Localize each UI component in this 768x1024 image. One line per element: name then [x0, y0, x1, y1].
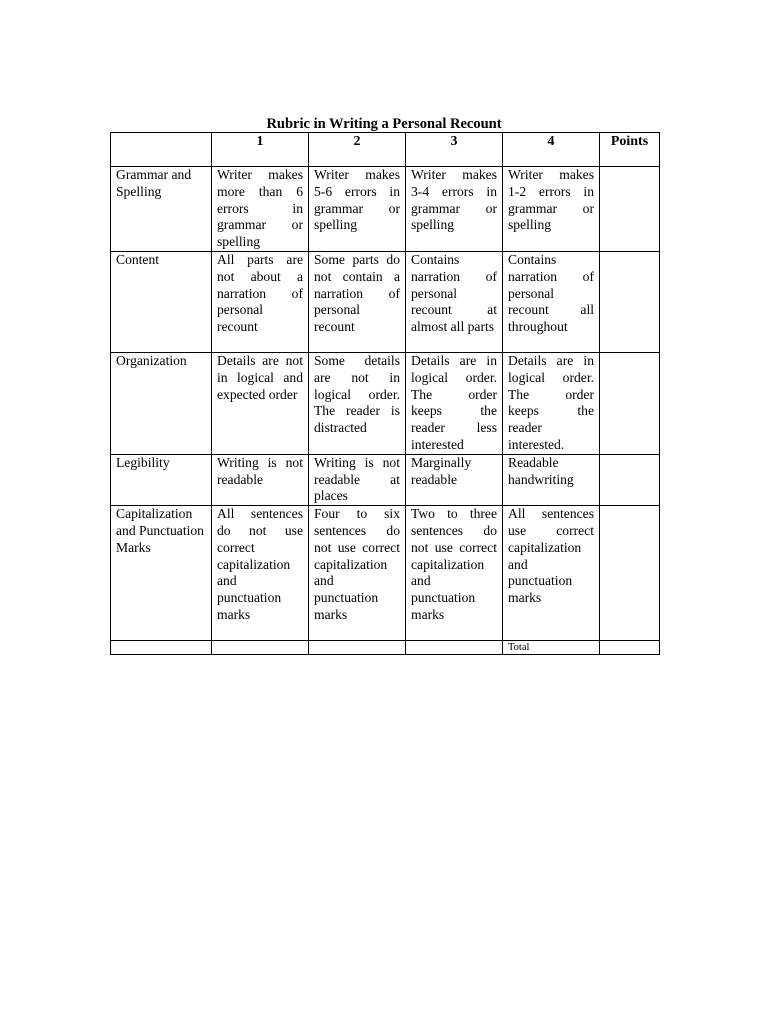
criterion-cell: Grammar and Spelling — [111, 167, 212, 252]
rubric-table — [110, 132, 660, 655]
header-score-3: 3 — [406, 133, 503, 167]
empty-cell — [309, 641, 406, 655]
descriptor-cell: Writer makes 1-2 errors in grammar or spelling — [503, 167, 600, 252]
criterion-cell: Legibility — [111, 454, 212, 505]
descriptor-cell: Some details are not in logical order. The reader is distracted — [309, 352, 406, 454]
table-row — [111, 506, 660, 641]
descriptor-cell: Details are in logical order. The order keeps the reader less interested — [406, 352, 503, 454]
header-row — [111, 133, 660, 167]
table-row — [111, 251, 660, 352]
total-row — [111, 641, 660, 655]
descriptor-cell: Writing is not readable — [212, 454, 309, 505]
table-row — [111, 454, 660, 505]
empty-cell — [111, 641, 212, 655]
empty-cell — [406, 641, 503, 655]
criterion-cell: Content — [111, 251, 212, 352]
descriptor-cell: Writer makes more than 6 errors in grammar or spelling — [212, 167, 309, 252]
descriptor-cell: Writing is not readable at places — [309, 454, 406, 505]
descriptor-cell: Readable handwriting — [503, 454, 600, 505]
header-score-4: 4 — [503, 133, 600, 167]
points-cell — [600, 506, 660, 641]
criterion-cell: Organization — [111, 352, 212, 454]
descriptor-cell: Details are in logical order. The order keeps the reader interested. — [503, 352, 600, 454]
descriptor-cell: All sentences do not use correct capitalization and punctuation marks — [212, 506, 309, 641]
criterion-cell: Capitalization and Punctuation Marks — [111, 506, 212, 641]
descriptor-cell: Details are not in logical and expected order — [212, 352, 309, 454]
header-score-1: 1 — [212, 133, 309, 167]
points-cell — [600, 352, 660, 454]
header-blank-cell — [111, 133, 212, 167]
table-row — [111, 352, 660, 454]
descriptor-cell: Contains narration of personal recount all throughout — [503, 251, 600, 352]
descriptor-cell: Two to three sentences do not use correct capitalization and punctuation marks — [406, 506, 503, 641]
total-points-cell — [600, 641, 660, 655]
header-points: Points — [600, 133, 660, 167]
descriptor-cell: All parts are not about a narration of personal recount — [212, 251, 309, 352]
empty-cell — [212, 641, 309, 655]
descriptor-cell: Some parts do not contain a narration of personal recount — [309, 251, 406, 352]
header-score-2: 2 — [309, 133, 406, 167]
points-cell — [600, 251, 660, 352]
descriptor-cell: Four to six sentences do not use correct capitalization and punctuation marks — [309, 506, 406, 641]
descriptor-cell: Writer makes 3-4 errors in grammar or spelling — [406, 167, 503, 252]
points-cell — [600, 454, 660, 505]
descriptor-cell: Contains narration of personal recount at almost all parts — [406, 251, 503, 352]
total-label: Total — [503, 641, 600, 655]
table-row — [111, 167, 660, 252]
descriptor-cell: Writer makes 5-6 errors in grammar or spelling — [309, 167, 406, 252]
descriptor-cell: Marginally readable — [406, 454, 503, 505]
points-cell — [600, 167, 660, 252]
rubric-title: Rubric in Writing a Personal Recount — [266, 116, 502, 132]
descriptor-cell: All sentences use correct capitalization and punctuation marks — [503, 506, 600, 641]
